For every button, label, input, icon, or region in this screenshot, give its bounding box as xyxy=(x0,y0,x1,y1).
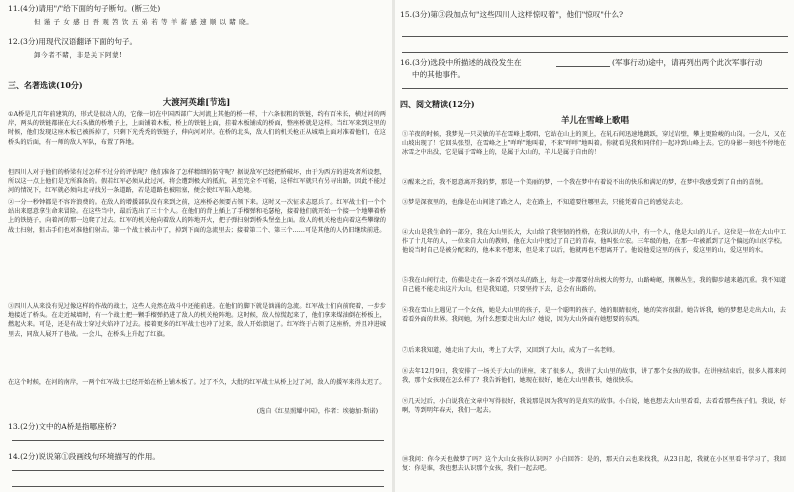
article-paragraph-5: ⑤我在山间行走，仿佛是走在一条看不到尽头的路上，每走一步都要付出极大的努力，山路崎岖，荆棘丛生，我的脚步越来越沉重。我不知道自己能不能走出这片大山，但是我知道，只要坚持下去，总会有出路的。 xyxy=(402,277,786,294)
section-3-title: 三、名著选读(10分) xyxy=(8,80,83,90)
question-16-part-a: 16.(3分)选段中所描述的战役发生在 xyxy=(400,58,522,67)
answer-blank-16[interactable] xyxy=(556,66,610,67)
answer-line-16[interactable] xyxy=(402,88,788,89)
page-gutter xyxy=(392,0,395,492)
question-12-text: 卸今者不睹，非是关下阿蒙! xyxy=(34,51,123,59)
article-paragraph-8: ⑧去年12月9日，我安排了一场关于大山的讲座，来了很多人，我讲了大山里的故事，讲了那个女孩的故事。在讲座结束后，很多人都来问我，那个女孩现在怎么样了？我告诉他们，她现在很好，她在大山里教书，她很快乐。 xyxy=(402,368,786,385)
question-11-label: 11.(4分)请用"/"给下面的句子断句。(断三处) xyxy=(8,4,161,13)
paragraph-2: 但四川人对于他们的桥梁有过怎样不过分的评估呢？他们准备了怎样精细的防守呢？据说敌军已经把桥破坏，由于为西方的进攻者所设想，所以这一点上他们是无所准备的。假若红军必须从此过河，将会遭到极大的抵抗，甚至完全不可能，这样红军就只有另寻出路，因此不能过河的情况下，红军就必须向北寻找另一条道路，若是道路也被阻塞，便会使红军陷入绝境。 xyxy=(8,169,386,195)
paragraph-4: ③四川人从来没有见过像这样的作战的战士，这些人竟然在战斗中还能前进。在他们的脚下就是汹涌的急流。红军战士们向前爬着，一步步地接近了桥头。在走近城墙时，有一个战士把一颗手榴弹扔进了敌人的机关枪阵地。这时候，敌人惊慌起来了，他们拿来煤油倒在桥板上，燃起火来。可是，还是有战士穿过火焰冲了过去。接着更多的红军战士也冲了过来，敌人开始溃退了。红军终于占领了这座桥，并且冲进城里去，同敌人展开了巷战。一会儿，在桥头上升起了红旗。 xyxy=(8,303,386,338)
article-paragraph-2: ②醒来之后，我不愿意离开我的梦，那是一个美丽的梦，一个我在梦中有着说不出的快乐和满足的梦，在梦中我感受到了自由的喜悦。 xyxy=(402,179,768,186)
answer-line-14a[interactable] xyxy=(12,470,384,471)
article-paragraph-4: ④大山是我生命的一部分，我在大山里长大，大山给了我坚韧的性格，在我认识的人中，有一个人，他是大山的儿子。这位是一位在大山中工作了十几年的人，一位来自大山的教师，他在大山中度过了自己的青春，他叫张立宏。三年级的他，在那一年被派到了这个偏远的山区学校。他说当时自己是被分配来的，他本来不想来，但是来了以后，他就再也不想离开了。他说他爱这里的孩子，爱这里的山，爱这里的水。 xyxy=(402,229,786,255)
article-paragraph-7: ⑦后来我知道，她走出了大山，考上了大学，又回到了大山，成为了一名老师。 xyxy=(402,347,619,354)
answer-line-15b[interactable] xyxy=(402,52,788,53)
question-12-label: 12.(3分)用现代汉语翻译下面的句子。 xyxy=(8,37,138,46)
question-14: 14.(2分)说说第①段画线句环境描写的作用。 xyxy=(8,452,160,461)
question-11-text: 但 谨 子 女 感 日 吾 观 笤 饮 五 弟 若 等 羊 蓄 感 速 顺 以 睹 晓。 xyxy=(34,18,254,26)
question-16-part-b: (军事行动)途中，请再列出两个此次军事行动 xyxy=(612,58,763,67)
article-title: 羊儿在雪峰上歌唱 xyxy=(560,116,629,126)
question-15: 15.(3分)第③段加点句"这些四川人这样惊叹着"，他们"惊叹"什么? xyxy=(400,10,624,19)
paragraph-1: ①A桥是几百年前建筑的，形式是很动人的，它像一切在中国西部广大河流上其他的桥一样，十六条很粗的铁链，约有百米长，横过河的两岸，两头的铁链都嵌在大石头做的桥墩子上，上面铺着木板，桥上的铁链上面，挂着木板铺成的桥面，整座桥就是这样。当红军来到这里的时候，他们发现这座木板已被拆掉了，只剩下光秃秃的铁链子，伸向河对岸。在桥的北头，敌人们的机关枪正从城墙上面对准着他们，在这桥头的后面，有一师的敌人军队，布置了阵地。 xyxy=(8,111,386,146)
answer-line-14b[interactable] xyxy=(12,486,384,487)
answer-line-13[interactable] xyxy=(12,440,384,441)
article-paragraph-10: ⑩我问：你今天也做梦了吗？这个大山女孩你认识吗？小白回答：是的，那天白云也来找我，从23日起，我就在小区里看书学习了，我回复：你是谁，我也想去认识那个女孩，我们一起去吧。 xyxy=(402,456,786,473)
article-paragraph-3: ③梦是深夜里的，也像是在山间迷了路之人，走在路上，不知道要往哪里去，只能凭着自己的感觉去走。 xyxy=(402,199,687,206)
paragraph-5: 在这个时候，在河的南岸，一两个红军战士已经开始在桥上铺木板了。过了不久，大批的红军战士从桥上过了河，敌人的援军来得太迟了。 xyxy=(8,379,386,386)
question-13: 13.(2分)文中的A桥是指哪座桥? xyxy=(8,422,117,431)
paragraph-3: ②一分一秒钟都是不容许浪费的。在敌人的增援部队没有来到之前，这座桥必须要占领下来。这时又一次征求志愿兵了。红军战士们一个个站出来愿意拿生命来冒险。在这些当中，最后选出了三十个人。在他们的背上插上了手榴弹和毛瑟枪，接着他们就开始一个接一个地攀着桥上的铁链子，向着河的那一边爬了过去。红军的机关枪向着敌人的阵地开火，把子弹扫射到桥头堡垒上面。敌人的机关枪也向着这些攀缘的战士扫射，狙击手们也对准他们射击。第一个战士被击中了，掉到下面的急流里去；接着第二个、第三个……可是其他的人仍旧继续前进。 xyxy=(8,199,386,234)
source-note: (选自《红星照耀中国》，作者：埃德加·斯诺) xyxy=(256,408,378,415)
section-4-title: 四、阅文精读(12分) xyxy=(400,99,475,109)
question-16-part-c: 中的其他事件。 xyxy=(412,70,466,79)
article-paragraph-6: ⑥我在雪山上遇见了一个女孩，她是大山里的孩子，是一个聪明的孩子，她的眼睛很亮，她的笑容很甜。她告诉我，她的梦想是走出大山，去看看外面的世界。我问她，为什么想要走出大山？她说，因为大山外面有她想要的东西。 xyxy=(402,307,786,324)
answer-line-15a[interactable] xyxy=(402,36,788,37)
reading-title: 大渡河英雄[节选] xyxy=(162,98,231,108)
article-paragraph-9: ⑨几天过后，小白说我在文章中写得很好，我说那是因为我写的是真实的故事。小白说，她也想去大山里看看，去看看那些孩子们。我说，好啊，等到明年春天，我们一起去。 xyxy=(402,398,786,415)
article-paragraph-1: ①羊夜的时候，我梦见一只灵敏的羊在雪峰上歌唱，它站在山上的顶上，在轧石间迅速地跳跃，穿过岩壁，攀上更险峻的山岗。一会儿，又在山坡出现了！它回头张望，在雪峰之上"咩咩"地叫着，不来"咩咩"地叫着。你就看见我和同伴们一起冲到山峰上去。它的身影一刻也不停地在冰雪之中出没，它是属于雪峰上的，是属于大山的，羊儿是属于自由的！ xyxy=(402,131,786,157)
